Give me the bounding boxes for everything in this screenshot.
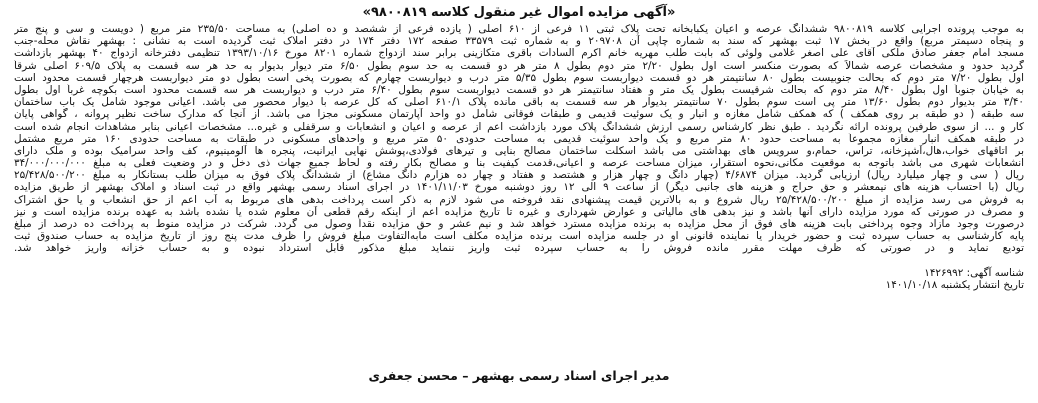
notice-line: به فروش می رسد مزایده از مبلغ ۲۵/۴۲۸/۵۰۰/۲۰۰ ریال شروع و به بالاترین قیمت پیشنهادی نقد فروخته می شود لازم به ذکر است پرداخت بدهی های مربوط به آب اعم از حق انشعاب و یا حق اشتراک (14, 193, 1024, 206)
notice-line: ریال ( سی و چهار میلیارد ریال) ارزیابی گردید. میزان ۴/۶۸۷۴ (چهار دانگ و چهار هزار و هشتصد و هفتاد و چهار ده هزارم دانگ مشاع) از ششدانگ پلاک فوق به میزان طلب بستانکار به مبلغ ۲۵/۴۲۸/۵۰۰/۲۰۰ (14, 169, 1024, 182)
publish-date: تاریخ انتشار یکشنبه ۱۴۰۱/۱۰/۱۸ (885, 278, 1024, 291)
notice-line: درصورت وجود مازاد وجوه پرداختی بابت هزینه های فوق از محل مزایده به برنده مزایده مسترد خواهد شد و نیم عشر و حق مزایده نقداً وصول می گردد. شرکت در مزایده منوط به پرداخت ده درصد از مبلغ (14, 218, 1024, 230)
notice-line: ریال (با احتساب هزینه های نیمعشر و حق حراج و هزینه های جانبی دیگر) از ساعت ۹ الی ۱۲ روز دوشنبه مورخ ۱۴۰۱/۱۱/۰۳ در اجرای اسناد رسمی بهشهر واقع در ثبت اسناد و املاک بهشهر از طریق مزایده (14, 181, 1024, 194)
notice-line: در طبقه همکف انبار مغازه مجموعاً به مساحت حدود ۸۰ متر مربع و یک واحد سوئیت قدیمی به مساحت حدودی ۵۰ متر مربع و واحدهای مسکونی در طبقات به مساحت حدودی ۱۶۰ متر مربع مشتمل (14, 132, 1024, 145)
notice-line: به خیابان جنوباً اول بطول ۸/۴۰ متر دوم که بحالت شرقیست بطول یک متر و هفتاد سانتیمتر هر دو قسمت دیواربست سوم بطول ۶/۴۰ متر درب و دیواربست هر سه قسمت محدود است بکوچه غرباً اول بطول (14, 83, 1024, 96)
notice-meta-date (14, 279, 1024, 291)
notice-line (14, 255, 1024, 267)
notice-id: شناسه آگهی: ۱۴۲۶۹۹۲ (924, 266, 1024, 279)
notice-line: اول بطول ۷/۲۰ متر دوم که بحالت جنوبیست بطول ۸۰ سانتیمتر هر دو قسمت دیواربست سوم بطول ۵/۳۵ متر درب و دیواربست چهارم که بصورت پخی است بطول دو متر دیواربست هرچهار قسمت محدود است (14, 71, 1024, 84)
notice-line: انشعابات شهری می باشد باتوجه به موقعیت مکانی،نحوه استقرار، میزان مساحت عرصه و اعیانی،قدمت کیفیت بنا و مصالح بکار رفته و لحاظ جمیع جهات ذی دخل و در وضعیت فعلی به مبلغ ۳۴/۰۰۰/۰۰۰/۰۰۰ (14, 157, 1024, 170)
notice-line: و مصرف در صورتی که مورد مزایده دارای آنها باشد و نیز بدهی های مالیاتی و عوارض شهرداری و غیره تا تاریخ مزایده اعم از اینکه رقم قطعی آن معلوم شده یا نشده باشد به عهده برنده مزایده است و نیز (14, 205, 1024, 218)
notice-line: تودیع نماید و در صورتی که ظرف مهلت مقرر مانده فروش را به حساب سپرده ثبت واریز ننماید مبلغ مذکور قابل استرداد نبوده و به حساب خزانه واریز خواهد شد. (14, 242, 1024, 255)
notice-line: به موجب پرونده اجرایی کلاسه ۹۸۰۰۸۱۹ ششدانگ عرصه و اعیان یکبابخانه تحت پلاک ثبتی ۱۱ فرعی از ۶۱۰ اصلی ( یازده فرعی از ششصد و ده اصلی) به مساحت ۲۳۵/۵۰ متر مربع ( دویست و سی و پنج متر (14, 23, 1024, 35)
notice-line: ۳/۴۰ متر بدیوار دوم بطول ۱۳/۶۰ متر پی است سوم بطول ۷۰ سانتیمتر بدیوار هر سه قسمت به باقی مانده پلاک ۶۱۰/۱ اصلی که کل عرصه با دیوار محصور می باشد. اعیانی موجود شامل یک باب ساختمان (14, 96, 1024, 109)
notice-line: گردید حدود و مشخصات عرصه شمالاً که بصورت منکسر است اول بطول ۲/۲۰ متر دوم بطول ۸ متر هر دو قسمت به حد سوم بطول ۶/۵۰ متر دیوار بدیوار به حد هر سه قسمت به پلاک ۶۰۹/۵ اصلی شرقاً (14, 59, 1024, 72)
notice-body (14, 23, 1024, 365)
signature: مدیر اجرای اسناد رسمی بهشهر – محسن جعفری (368, 368, 670, 383)
notice-line: بر اتاقهای خواب،هال،آشپزخانه، تراس، حمام،و سرویس های بهداشتی می باشد اسکلت ساختمان مصالح بنایی و تیرهای فولادی،پوشش نهایی ایرانیت، پنجره ها آلومینیوم، کف واحد سرامیک بوده و ملک دارای (14, 144, 1024, 157)
notice-line: سه طبقه ( دو طبقه بر روی همکف ) که همکف شامل مغازه و انبار و یک سوئیت قدیمی و طبقات فوقانی شامل دو واحد آپارتمان مسکونی مجزا می باشد. از آنجا که مدارک ساخت نظیر پروانه ، گواهی پایان (14, 108, 1024, 121)
notice-line: کار و ... از سوی طرفین پرونده ارائه نگردید . طبق نظر کارشناس رسمی ارزش ششدانگ پلاک مورد بازداشت اعم از عرصه و اعیان و انشعابات و سرقفلی و غیره... مشخصات اعیانی بنابر مشاهدات انجام شده است (14, 120, 1024, 133)
notice-meta (14, 267, 1024, 279)
notice-title: «آگهی مزایده اموال غیر منقول کلاسه ۹۸۰۰۸۱۹» (362, 5, 676, 20)
notice-line: و پنجاه دسیمتر مربع) واقع در بخش ۱۷ ثبت بهشهر که سند به شماره چاپی آن ۲۰۹۷۰۸ و به شماره ثبت ۳۳۵۷۹ صفحه ۱۷۲ دفتر ۱۷۴ در دفتر املاک ثبت گردیده است به نشانی : بهشهر نقاش محله-جنب (14, 35, 1024, 48)
notice-line: پایه کارشناسی به حساب سپرده ثبت و حضور خریدار یا نماینده قانونی او در جلسه مزایده است برنده مزایده مکلف است مابه‌التفاوت مبلغ فروش را ظرف مدت پنج روز از تاریخ مزایده به حساب صندوق ثبت (14, 230, 1024, 243)
notice-line: مسجد امام جعفر صادق ملکی آقای علی اصغر غلامی ولوئی که بابت طلب مهریه خانم اکرم السادات باقری متکازینی برابر سند ازدواج شماره ۸۲۰۱ مورخ ۱۳۹۳/۱۰/۱۶ تنظیمی دفترخانه ازدواج ۴۰ بهشهر بازداشت (14, 47, 1024, 60)
